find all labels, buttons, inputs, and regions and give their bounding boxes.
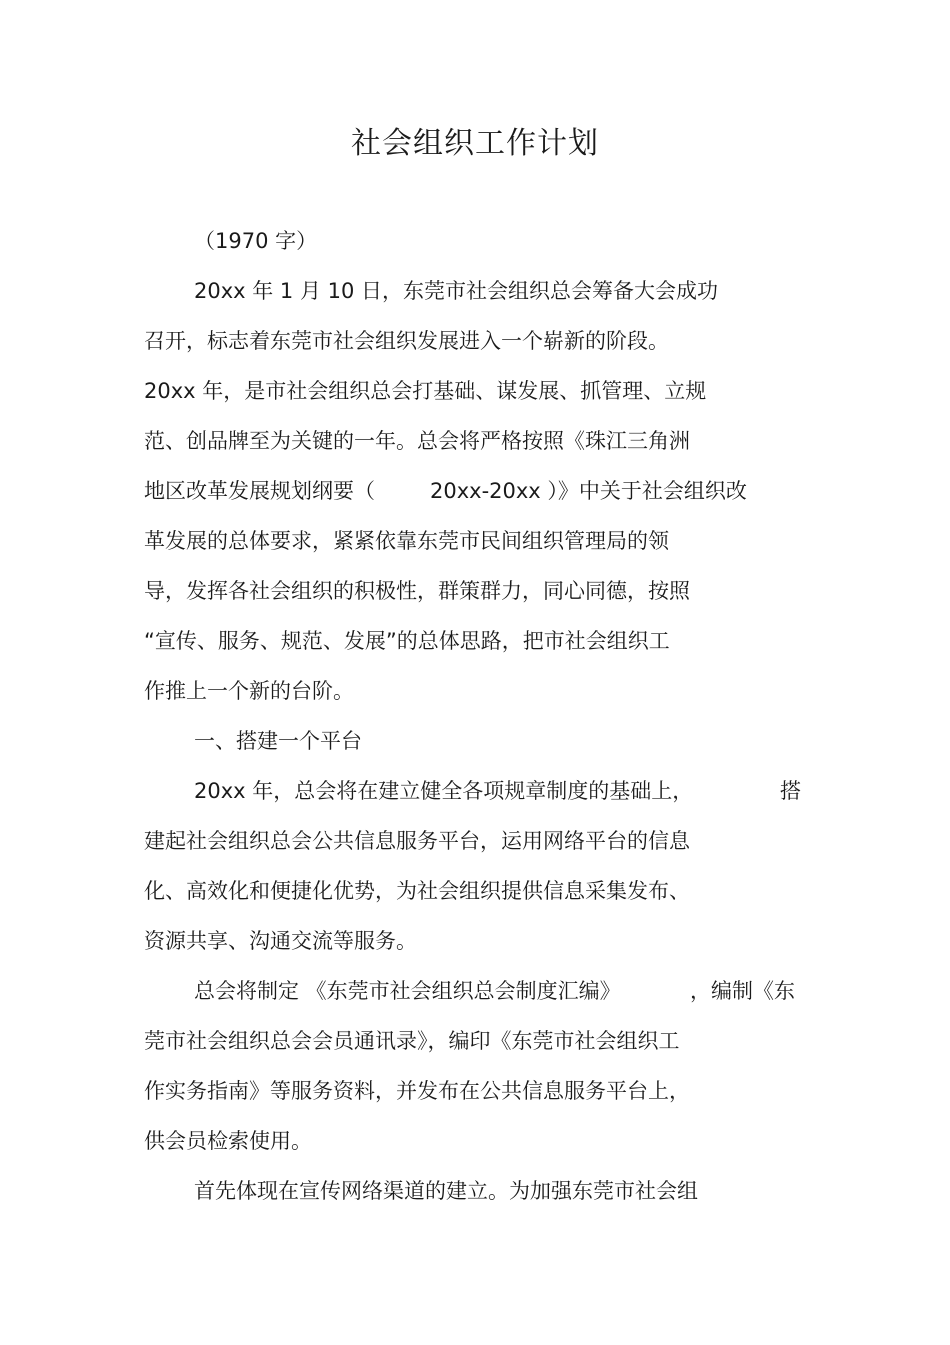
paragraph-line-4: 范、创品牌至为关键的一年。总会将严格按照《珠江三角洲 [144,429,690,453]
paragraph-line-14-part-1: 总会将制定 《东莞市社会组织总会制度汇编》 [194,979,621,1003]
paragraph-line-5-part-1: 地区改革发展规划纲要（ [144,479,375,503]
paragraph-line-3: 20xx 年，是市社会组织总会打基础、谋发展、抓管理、立规 [144,379,707,403]
paragraph-line-17: 供会员检索使用。 [144,1129,312,1153]
paragraph-line-10-part-2: 搭 [780,779,801,803]
paragraph-line-14-part-2: ，编制《东 [690,979,795,1003]
paragraph-line-15: 莞市社会组织总会会员通讯录》，编印《东莞市社会组织工 [144,1029,680,1053]
paragraph-line-1: 20xx 年 1 月 10 日，东莞市社会组织总会筹备大会成功 [194,279,719,303]
paragraph-line-18: 首先体现在宣传网络渠道的建立。为加强东莞市社会组 [194,1179,698,1203]
document-title: 社会组织工作计划 [351,126,599,161]
paragraph-line-13: 资源共享、沟通交流等服务。 [144,929,417,953]
word-count: （1970 字） [194,229,318,253]
paragraph-line-5-part-2: 20xx-20xx ）》中关于社会组织改 [430,479,747,503]
paragraph-line-11: 建起社会组织总会公共信息服务平台，运用网络平台的信息 [144,829,690,853]
paragraph-line-8: “宣传、服务、规范、发展”的总体思路，把市社会组织工 [144,629,670,653]
paragraph-line-9: 作推上一个新的台阶。 [144,679,354,703]
paragraph-line-12: 化、高效化和便捷化优势，为社会组织提供信息采集发布、 [144,879,690,903]
paragraph-line-2: 召开，标志着东莞市社会组织发展进入一个崭新的阶段。 [144,329,669,353]
paragraph-line-16: 作实务指南》等服务资料，并发布在公共信息服务平台上， [144,1079,690,1103]
paragraph-line-7: 导，发挥各社会组织的积极性，群策群力，同心同德，按照 [144,579,690,603]
paragraph-line-6: 革发展的总体要求，紧紧依靠东莞市民间组织管理局的领 [144,529,669,553]
paragraph-line-10-part-1: 20xx 年，总会将在建立健全各项规章制度的基础上， [194,779,694,803]
section-heading-1: 一、搭建一个平台 [194,729,362,753]
